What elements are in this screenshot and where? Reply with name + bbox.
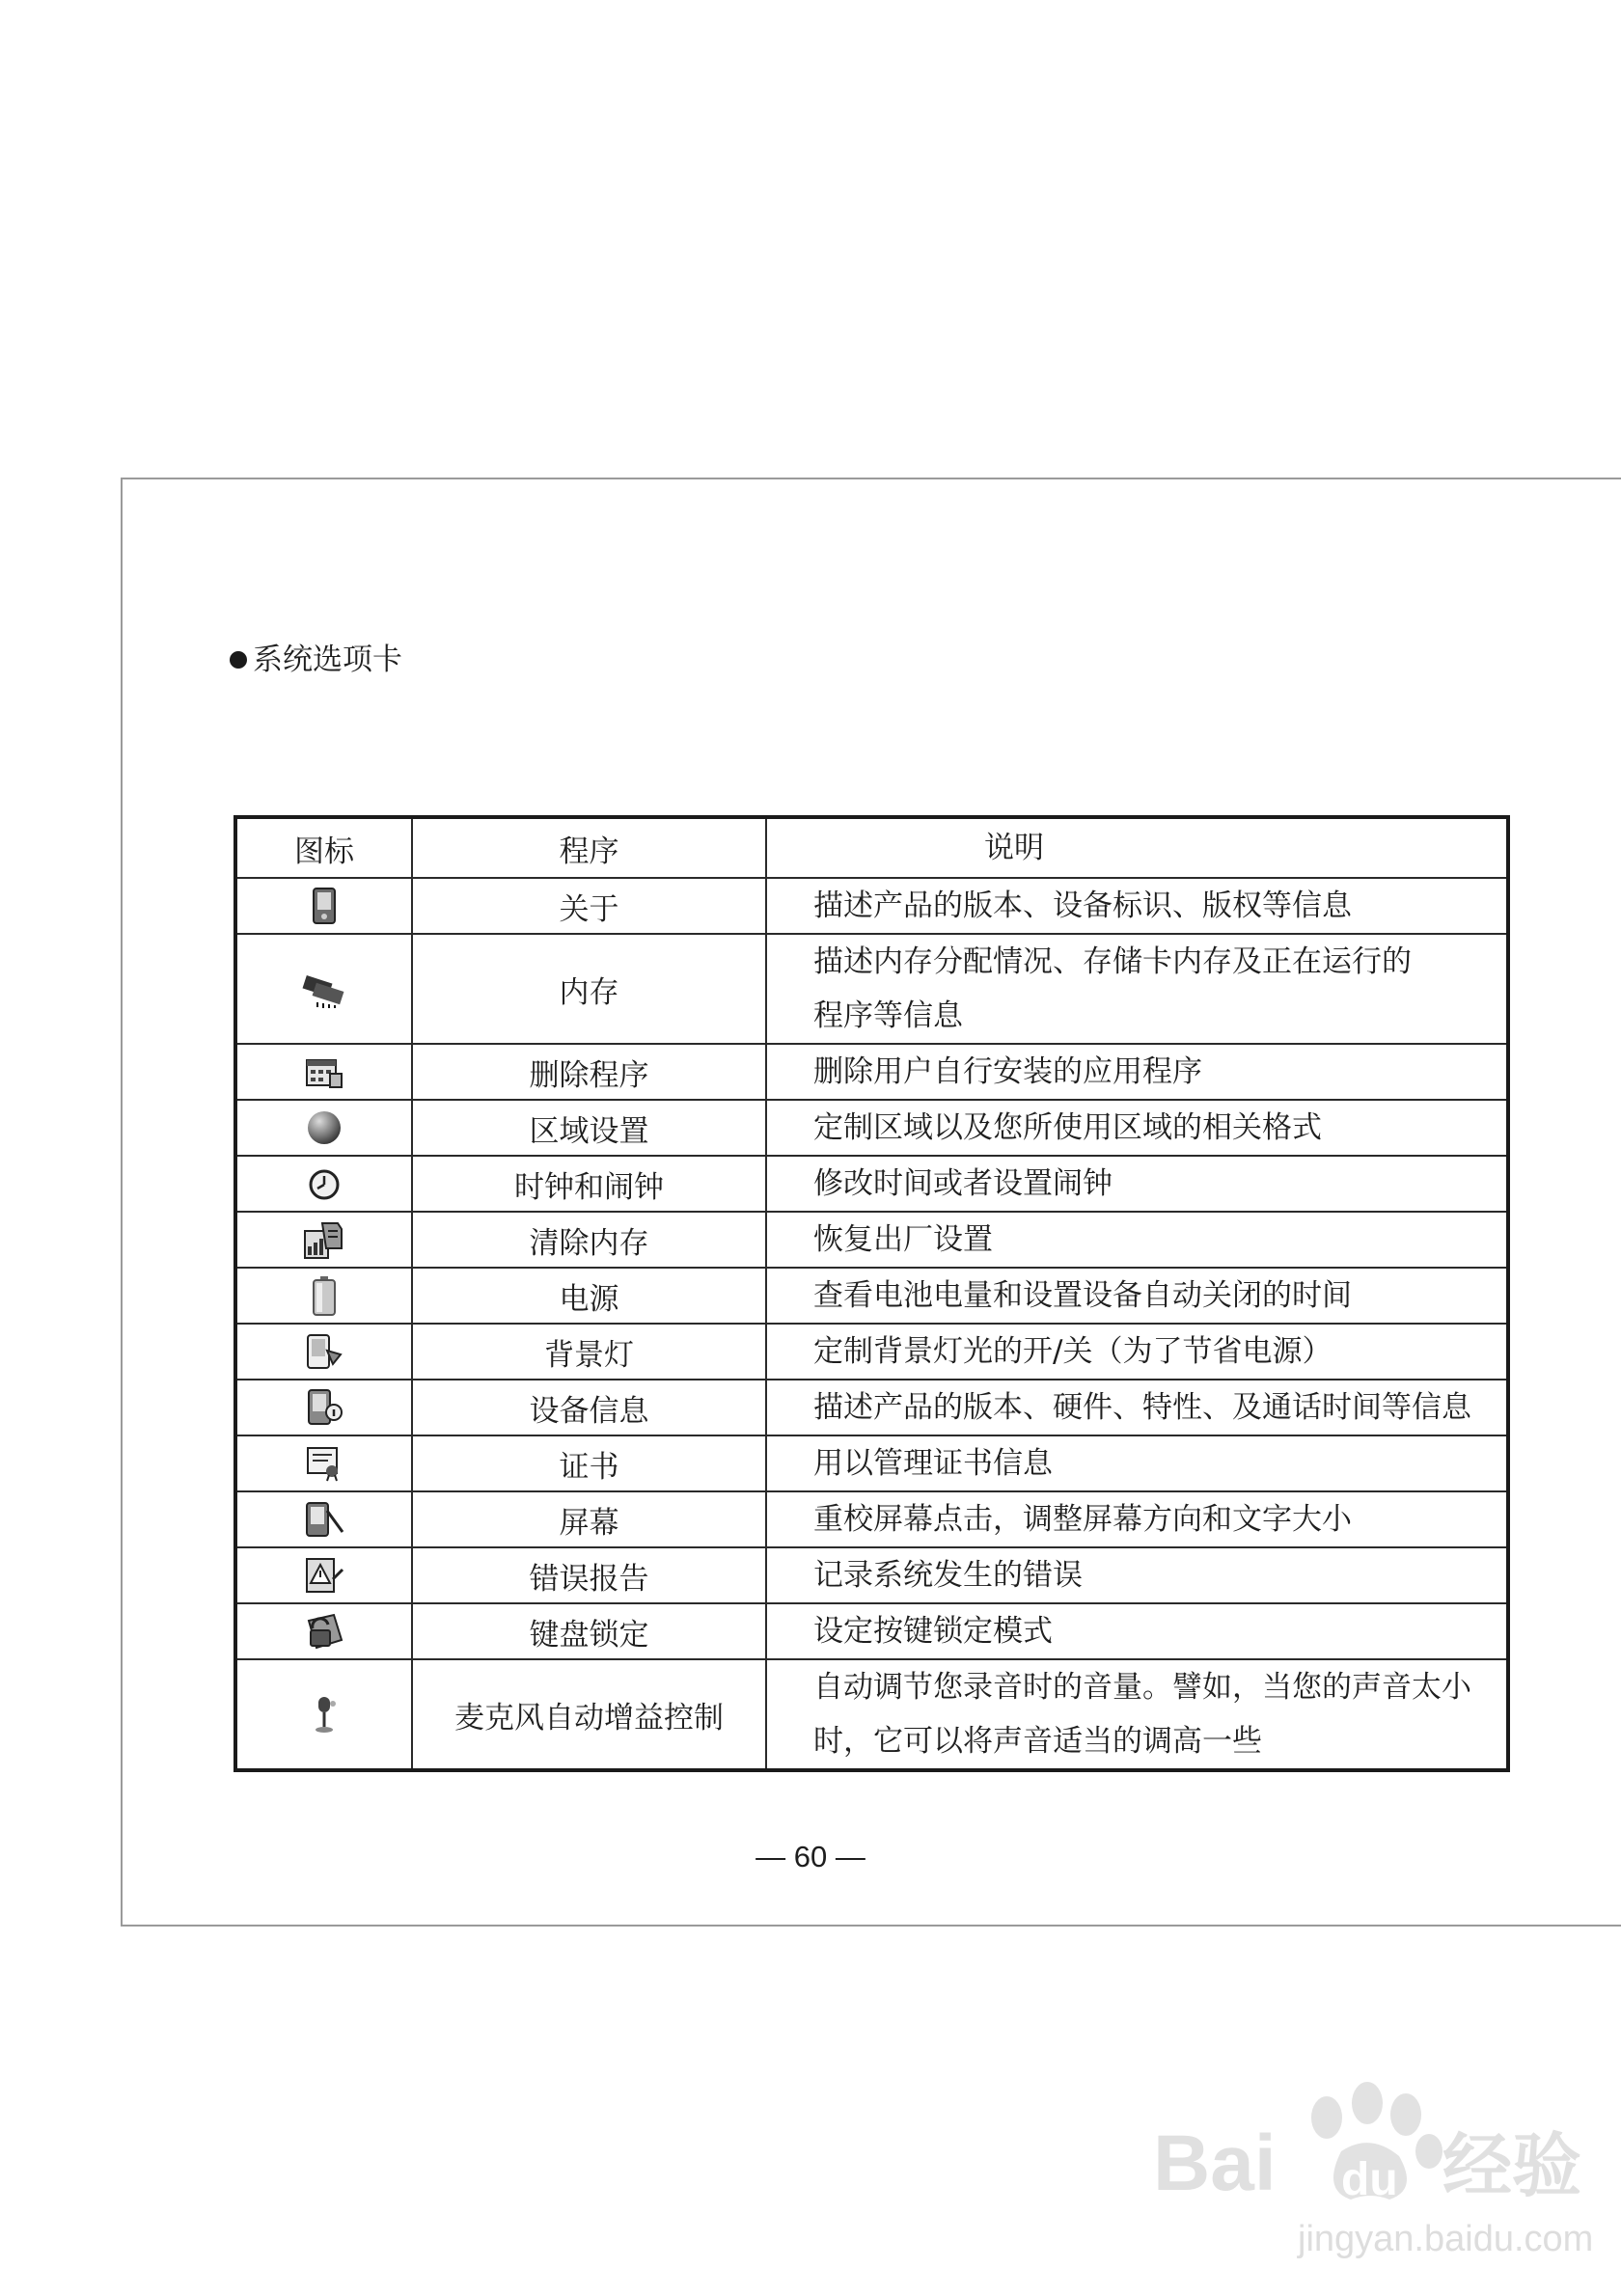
table-row <box>235 1212 1508 1268</box>
description <box>766 1380 1508 1435</box>
program-name: 证书 <box>412 1435 766 1491</box>
program-name: 内存 <box>412 934 766 1044</box>
error-report-icon <box>304 1556 344 1595</box>
table-row <box>235 1268 1508 1324</box>
description <box>766 1044 1508 1100</box>
program-name: 背景灯 <box>412 1324 766 1380</box>
bullet-icon <box>230 651 247 669</box>
description-line: 描述产品的版本、设备标识、版权等信息 <box>813 888 1352 923</box>
description-line: 用以管理证书信息 <box>813 1446 1053 1481</box>
remove-programs-icon <box>305 1056 343 1089</box>
description-line: 时，它可以将声音适当的调高一些 <box>813 1724 1262 1759</box>
clock-icon <box>308 1168 341 1201</box>
description-line: 自动调节您录音时的音量。譬如，当您的声音太小 <box>813 1670 1471 1705</box>
description-line: 描述产品的版本、硬件、特性、及通话时间等信息 <box>813 1390 1471 1425</box>
memory-chip-icon <box>300 970 348 1008</box>
description-line: 定制背景灯光的开/关（为了节省电源） <box>813 1334 1333 1369</box>
header-description: 说明 <box>766 817 1508 878</box>
description <box>766 1603 1508 1659</box>
description <box>766 1268 1508 1324</box>
backlight-icon <box>304 1331 344 1372</box>
description-line: 重校屏幕点击，调整屏幕方向和文字大小 <box>813 1502 1352 1537</box>
system-tab-table <box>234 815 1510 1772</box>
globe-icon <box>306 1109 343 1146</box>
baidu-paw-logo <box>1153 2074 1607 2219</box>
section-title: 系统选项卡 <box>253 642 402 677</box>
description-line: 恢复出厂设置 <box>813 1222 993 1257</box>
table-row <box>235 1435 1508 1491</box>
description-line: 记录系统发生的错误 <box>813 1558 1083 1593</box>
description <box>766 1659 1508 1770</box>
keypad-lock-icon <box>303 1611 345 1652</box>
watermark-url: jingyan.baidu.com <box>1298 2219 1594 2259</box>
program-name: 关于 <box>412 878 766 934</box>
description <box>766 878 1508 934</box>
microphone-icon <box>309 1694 340 1735</box>
description <box>766 1435 1508 1491</box>
header-program: 程序 <box>412 817 766 878</box>
program-name: 时钟和闹钟 <box>412 1156 766 1212</box>
table-row <box>235 1044 1508 1100</box>
certificate-icon <box>305 1445 343 1482</box>
page-number: — 60 — <box>756 1840 865 1873</box>
header-icon: 图标 <box>235 817 412 878</box>
table-row <box>235 1380 1508 1435</box>
pda-device-icon <box>312 887 337 925</box>
program-name: 区域设置 <box>412 1100 766 1156</box>
program-name: 屏幕 <box>412 1491 766 1547</box>
screen-stylus-icon <box>304 1499 344 1540</box>
description <box>766 1547 1508 1603</box>
table-row <box>235 1547 1508 1603</box>
device-info-icon <box>305 1387 343 1428</box>
description <box>766 1212 1508 1268</box>
table-row <box>235 1100 1508 1156</box>
table-row <box>235 1324 1508 1380</box>
program-name: 麦克风自动增益控制 <box>412 1659 766 1770</box>
description-line: 定制区域以及您所使用区域的相关格式 <box>813 1110 1322 1145</box>
description <box>766 1156 1508 1212</box>
description-line: 程序等信息 <box>813 998 963 1033</box>
clear-storage-icon <box>303 1219 345 1260</box>
description-line: 查看电池电量和设置设备自动关闭的时间 <box>813 1278 1352 1313</box>
table-row <box>235 1156 1508 1212</box>
svg-text:du: du <box>1341 2154 1398 2205</box>
description-line: 删除用户自行安装的应用程序 <box>813 1054 1202 1089</box>
section-heading <box>230 641 402 679</box>
description-line: 设定按键锁定模式 <box>813 1614 1053 1649</box>
description <box>766 1324 1508 1380</box>
program-name: 电源 <box>412 1268 766 1324</box>
table-row <box>235 1491 1508 1547</box>
svg-text:经验: 经验 <box>1442 2125 1582 2206</box>
program-name: 删除程序 <box>412 1044 766 1100</box>
watermark <box>1153 2074 1607 2267</box>
program-name: 错误报告 <box>412 1547 766 1603</box>
program-name: 清除内存 <box>412 1212 766 1268</box>
description-line: 描述内存分配情况、存储卡内存及正在运行的 <box>813 944 1412 979</box>
description-line: 修改时间或者设置闹钟 <box>813 1166 1113 1201</box>
description <box>766 934 1508 1044</box>
description <box>766 1100 1508 1156</box>
table-row <box>235 878 1508 934</box>
program-name: 设备信息 <box>412 1380 766 1435</box>
table-row <box>235 1659 1508 1770</box>
description <box>766 1491 1508 1547</box>
program-name: 键盘锁定 <box>412 1603 766 1659</box>
battery-icon <box>312 1275 337 1316</box>
table-row <box>235 1603 1508 1659</box>
svg-text:Bai: Bai <box>1153 2119 1277 2207</box>
table-row <box>235 934 1508 1044</box>
